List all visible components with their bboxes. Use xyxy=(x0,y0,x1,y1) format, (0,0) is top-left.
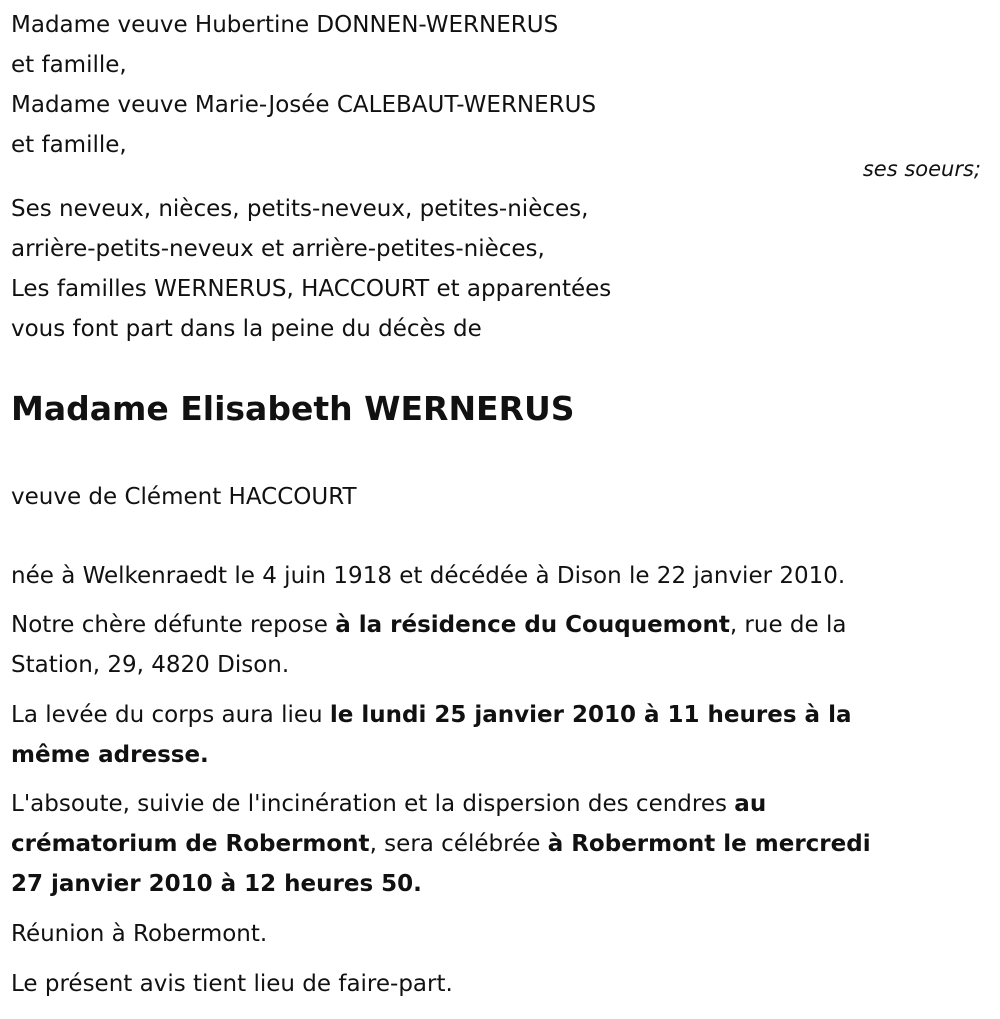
absoute-when-b: 27 janvier 2010 à 12 heures 50. xyxy=(11,871,422,897)
absoute-place-a: au xyxy=(734,791,767,817)
levee-when: le lundi 25 janvier 2010 à 11 heures à la xyxy=(329,702,852,728)
levee-line-1 xyxy=(11,695,851,735)
absoute-when-a: à Robermont le mercredi xyxy=(547,831,871,857)
deceased-name: Madame Elisabeth WERNERUS xyxy=(11,389,575,428)
family-line-2: arrière-petits-neveux et arrière-petites-nièces, xyxy=(11,236,545,262)
repose-place: à la résidence du Couquemont xyxy=(335,612,730,638)
absoute-middle: , sera célébrée xyxy=(369,831,548,857)
levee-address: même adresse. xyxy=(11,742,209,768)
levee-line-2 xyxy=(11,735,209,775)
family-line-3: Les familles WERNERUS, HACCOURT et apparentées xyxy=(11,276,612,302)
levee-prefix: La levée du corps aura lieu xyxy=(11,702,330,728)
absoute-prefix: L'absoute, suivie de l'incinération et la dispersion des cendres xyxy=(11,791,735,817)
reunion-line: Réunion à Robermont. xyxy=(11,921,268,947)
widow-of: veuve de Clément HACCOURT xyxy=(11,484,357,510)
sisters-label: ses soeurs; xyxy=(862,157,981,181)
closing-line: Le présent avis tient lieu de faire-part. xyxy=(11,971,453,997)
repose-line-2: Station, 29, 4820 Dison. xyxy=(11,652,290,678)
absoute-place-b: crématorium de Robermont xyxy=(11,831,370,857)
absoute-line-3 xyxy=(11,864,422,904)
announcer-line-1: Madame veuve Hubertine DONNEN-WERNERUS xyxy=(11,12,559,38)
repose-prefix: Notre chère défunte repose xyxy=(11,612,336,638)
birth-death-dates: née à Welkenraedt le 4 juin 1918 et décédée à Dison le 22 janvier 2010. xyxy=(11,563,846,589)
absoute-line-2 xyxy=(11,824,871,864)
announcer-line-4: et famille, xyxy=(11,132,127,158)
announcer-line-3: Madame veuve Marie-Josée CALEBAUT-WERNERUS xyxy=(11,92,597,118)
repose-line-1 xyxy=(11,605,846,645)
absoute-line-1 xyxy=(11,784,766,824)
family-line-1: Ses neveux, nièces, petits-neveux, petites-nièces, xyxy=(11,196,589,222)
repose-suffix: , rue de la xyxy=(729,612,847,638)
announcer-line-2: et famille, xyxy=(11,52,127,78)
family-line-4: vous font part dans la peine du décès de xyxy=(11,316,482,342)
